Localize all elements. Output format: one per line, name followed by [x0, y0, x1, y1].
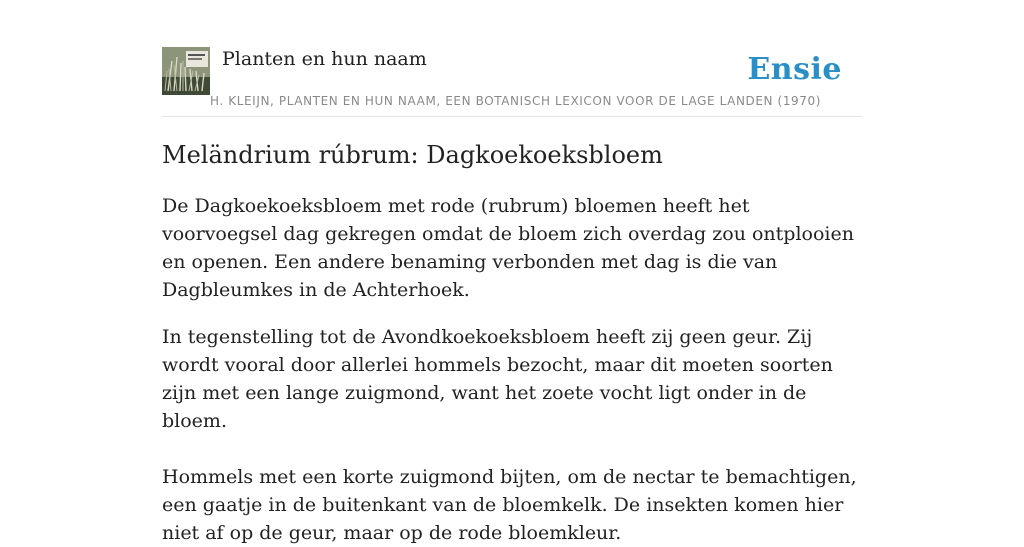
ensie-logo[interactable]: Ensie — [747, 52, 842, 87]
paragraph-3: Hommels met een korte zuigmond bijten, om de nectar te bemachtigen, een gaatje in de buitenkant van de bloemkelk. De insekten komen hier niet af op de geur, maar op de rode bloemkleur. — [162, 466, 857, 544]
dictionary-header — [162, 44, 862, 117]
book-cover-icon — [162, 47, 210, 95]
paragraph-2: In tegenstelling tot de Avondkoekoeksbloem heeft zij geen geur. Zij wordt vooral door allerlei hommels bezocht, maar dit moeten soorten zijn met een lange zuigmond, want het zoete vocht ligt onder in de bloem. — [162, 326, 833, 432]
entry-body — [162, 192, 862, 547]
paragraph-1: De Dagkoekoeksbloem met rode (rubrum) bloemen heeft het voorvoegsel dag gekregen omdat de bloem zich overdag zou ontplooien en openen. Een andere benaming verbonden met dag is die van Dagbleumkes in de Achterhoek. — [162, 195, 854, 301]
dictionary-avatar[interactable] — [162, 47, 210, 95]
source-reference: H. KLEIJN, PLANTEN EN HUN NAAM, EEN BOTANISCH LEXICON VOOR DE LAGE LANDEN (1970) — [210, 94, 822, 108]
dictionary-title[interactable]: Planten en hun naam — [222, 48, 427, 70]
entry-title: Meländrium rúbrum: Dagkoekoeksbloem — [162, 141, 663, 169]
